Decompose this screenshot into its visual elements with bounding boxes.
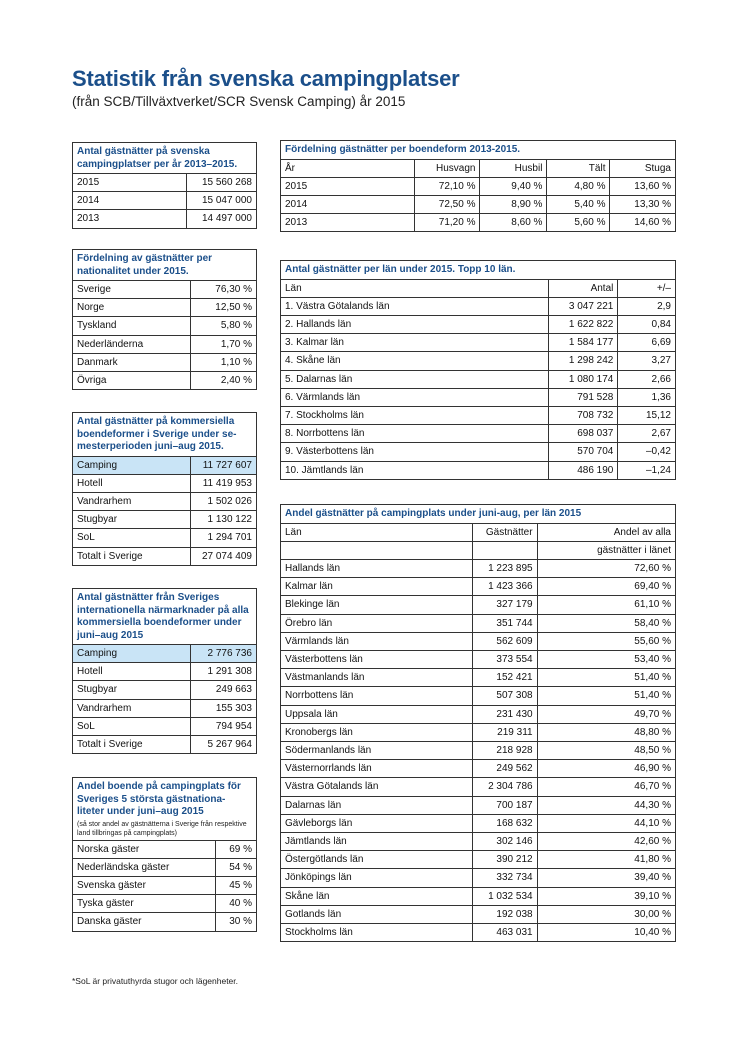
page-subtitle: (från SCB/Tillväxtverket/SCR Svensk Camping) år 2015 — [72, 94, 406, 109]
table-row — [281, 596, 675, 614]
table-cell — [472, 541, 537, 559]
table-cell: 6. Värmlands län — [281, 388, 549, 406]
table-cell: 39,40 % — [537, 869, 675, 887]
table-cell: 2013 — [281, 214, 415, 232]
table-cell: 48,80 % — [537, 723, 675, 741]
table-row — [73, 372, 256, 390]
table-cell: 10. Jämtlands län — [281, 461, 549, 479]
table-cell: 1. Västra Götalands län — [281, 297, 549, 315]
table-cell: 218 928 — [472, 741, 537, 759]
international-markets-table — [72, 588, 257, 754]
table-cell: 351 744 — [472, 614, 537, 632]
table-cell: Totalt i Sverige — [73, 736, 190, 754]
table-cell: Hotell — [73, 663, 190, 681]
table-cell: 69,40 % — [537, 578, 675, 596]
table-cell: Blekinge län — [281, 596, 472, 614]
table-cell: 15 047 000 — [186, 192, 256, 210]
table-cell: 48,50 % — [537, 741, 675, 759]
table-cell: Västra Götalands län — [281, 778, 472, 796]
table-cell: 463 031 — [472, 923, 537, 941]
table-cell: 8. Norrbottens län — [281, 425, 549, 443]
table-cell: 1 223 895 — [472, 559, 537, 577]
table-cell: Gästnätter — [472, 523, 537, 541]
table-cell: Värmlands län — [281, 632, 472, 650]
footnote: *SoL är privatuthyrda stugor och lägenheter. — [72, 976, 239, 986]
table-row — [281, 315, 675, 333]
table-cell: Stugbyar — [73, 681, 190, 699]
camping-share-nationality-table — [72, 777, 257, 932]
table-cell: 1 032 534 — [472, 887, 537, 905]
table-cell: 5,40 % — [547, 195, 610, 213]
table-cell: 332 734 — [472, 869, 537, 887]
table-row — [281, 832, 675, 850]
table-row — [281, 195, 675, 213]
table-cell: 45 % — [216, 876, 256, 894]
table-cell: 698 037 — [549, 425, 618, 443]
table-row — [281, 723, 675, 741]
table-cell: 3 047 221 — [549, 297, 618, 315]
table-cell: 327 179 — [472, 596, 537, 614]
table-row — [281, 352, 675, 370]
table-cell: 562 609 — [472, 632, 537, 650]
lodging-form-table — [280, 140, 676, 232]
table-cell: 302 146 — [472, 832, 537, 850]
table-cell: Nederländska gäster — [73, 858, 216, 876]
table-cell: 700 187 — [472, 796, 537, 814]
table-row — [73, 474, 256, 492]
table-cell: 1 423 366 — [472, 578, 537, 596]
table-row — [73, 353, 256, 371]
table-heading: Antal gästnätter på kommersiella boendeformer i Sverige under se- mesterperioden juni–aug 2015. — [77, 416, 237, 452]
table-cell: Västernorrlands län — [281, 760, 472, 778]
table-cell: Hallands län — [281, 559, 472, 577]
table-row — [281, 650, 675, 668]
table-cell: 0,84 — [618, 315, 675, 333]
table-row — [73, 840, 256, 858]
table-cell: Dalarnas län — [281, 796, 472, 814]
table-cell: Vandrarhem — [73, 699, 190, 717]
table-cell: Danska gäster — [73, 913, 216, 931]
table-cell: 46,90 % — [537, 760, 675, 778]
table-cell: Totalt i Sverige — [73, 547, 190, 565]
table-cell: 2,66 — [618, 370, 675, 388]
table-row — [73, 492, 256, 510]
table-cell: 570 704 — [549, 443, 618, 461]
table-cell: 4,80 % — [547, 177, 610, 195]
table-row — [281, 669, 675, 687]
table-cell: 4. Skåne län — [281, 352, 549, 370]
table-cell: 231 430 — [472, 705, 537, 723]
table-cell: 61,10 % — [537, 596, 675, 614]
table-cell: Antal — [549, 279, 618, 297]
table-cell: 72,10 % — [415, 177, 480, 195]
table-heading: Andel gästnätter på campingplats under juni-aug, per län 2015 — [285, 508, 582, 519]
top10-counties-table — [280, 260, 676, 480]
table-cell: 41,80 % — [537, 851, 675, 869]
table-cell: Nederländerna — [73, 335, 190, 353]
table-cell: 1,10 % — [190, 353, 256, 371]
table-cell: Västerbottens län — [281, 650, 472, 668]
table-cell: 49,70 % — [537, 705, 675, 723]
table-cell: Stockholms län — [281, 923, 472, 941]
table-cell: 15,12 — [618, 406, 675, 424]
table-row — [73, 456, 256, 474]
table-cell: Andel av alla — [537, 523, 675, 541]
table-cell: 8,60 % — [480, 214, 547, 232]
table-cell: 39,10 % — [537, 887, 675, 905]
table-row — [281, 887, 675, 905]
camping-share-county-table — [280, 504, 676, 942]
table-cell: Län — [281, 279, 549, 297]
table-cell: Uppsala län — [281, 705, 472, 723]
table-cell: 794 954 — [190, 717, 256, 735]
table-cell: gästnätter i länet — [537, 541, 675, 559]
table-cell: 5. Dalarnas län — [281, 370, 549, 388]
table-cell: 1 584 177 — [549, 334, 618, 352]
table-cell: 55,60 % — [537, 632, 675, 650]
table-row — [281, 796, 675, 814]
table-row — [281, 578, 675, 596]
table-cell: 2013 — [73, 210, 186, 228]
table-cell: 507 308 — [472, 687, 537, 705]
table-cell: 27 074 409 — [190, 547, 256, 565]
table-row — [281, 334, 675, 352]
table-cell: SoL — [73, 529, 190, 547]
table-row — [73, 335, 256, 353]
commercial-lodging-table — [72, 412, 257, 566]
table-cell: 72,60 % — [537, 559, 675, 577]
table-cell: 42,60 % — [537, 832, 675, 850]
table-row — [281, 388, 675, 406]
table-cell: 40 % — [216, 895, 256, 913]
table-row — [73, 547, 256, 565]
table-row — [73, 192, 256, 210]
table-cell: 2 776 736 — [190, 645, 256, 663]
table-cell: Skåne län — [281, 887, 472, 905]
table-heading: Fördelning av gästnätter per nationalitet under 2015. — [77, 253, 213, 277]
table-cell: 44,10 % — [537, 814, 675, 832]
table-cell: 1 294 701 — [190, 529, 256, 547]
table-cell: Tyska gäster — [73, 895, 216, 913]
table-cell: Husvagn — [415, 159, 480, 177]
table-cell: 2 304 786 — [472, 778, 537, 796]
table-cell: 1,70 % — [190, 335, 256, 353]
table-row — [281, 632, 675, 650]
table-header-row — [281, 541, 675, 559]
table-row — [73, 281, 256, 299]
table-cell: Örebro län — [281, 614, 472, 632]
table-row — [73, 717, 256, 735]
table-cell: 44,30 % — [537, 796, 675, 814]
table-cell: 249 663 — [190, 681, 256, 699]
table-cell: 10,40 % — [537, 923, 675, 941]
table-cell: 8,90 % — [480, 195, 547, 213]
table-row — [281, 177, 675, 195]
table-row — [73, 876, 256, 894]
table-cell: 1 291 308 — [190, 663, 256, 681]
table-cell: 6,69 — [618, 334, 675, 352]
table-row — [281, 923, 675, 941]
table-cell: 2,67 — [618, 425, 675, 443]
table-cell: 46,70 % — [537, 778, 675, 796]
table-cell: Kalmar län — [281, 578, 472, 596]
table-row — [73, 299, 256, 317]
table-cell: Hotell — [73, 474, 190, 492]
table-row — [73, 913, 256, 931]
table-cell: Län — [281, 523, 472, 541]
table-row — [281, 406, 675, 424]
table-cell: 54 % — [216, 858, 256, 876]
table-cell: 2014 — [73, 192, 186, 210]
table-cell: Övriga — [73, 372, 190, 390]
table-cell: 5 267 964 — [190, 736, 256, 754]
table-cell: 1 298 242 — [549, 352, 618, 370]
table-cell — [281, 541, 472, 559]
table-cell: 192 038 — [472, 905, 537, 923]
table-cell: 9,40 % — [480, 177, 547, 195]
nights-per-year-table — [72, 142, 257, 229]
table-cell: 486 190 — [549, 461, 618, 479]
table-cell: 2015 — [73, 174, 186, 192]
table-cell: 76,30 % — [190, 281, 256, 299]
table-row — [281, 741, 675, 759]
table-cell: 7. Stockholms län — [281, 406, 549, 424]
table-cell: 3. Kalmar län — [281, 334, 549, 352]
table-cell: Norrbottens län — [281, 687, 472, 705]
table-cell: 69 % — [216, 840, 256, 858]
table-row — [281, 905, 675, 923]
table-row — [281, 687, 675, 705]
table-row — [281, 814, 675, 832]
table-row — [73, 511, 256, 529]
table-cell: Husbil — [480, 159, 547, 177]
table-cell: SoL — [73, 717, 190, 735]
table-cell: 1 502 026 — [190, 492, 256, 510]
table-cell: Jönköpings län — [281, 869, 472, 887]
table-cell: 1 130 122 — [190, 511, 256, 529]
page-title: Statistik från svenska campingplatser — [72, 66, 460, 91]
table-cell: 2015 — [281, 177, 415, 195]
table-cell: Södermanlands län — [281, 741, 472, 759]
table-cell: 9. Västerbottens län — [281, 443, 549, 461]
table-cell: Stugbyar — [73, 511, 190, 529]
table-header-row — [281, 159, 675, 177]
table-cell: 71,20 % — [415, 214, 480, 232]
table-subnote: (så stor andel av gästnätterna i Sverige från respektive land tillbringas på campingplats) — [77, 820, 247, 837]
table-cell: 1 622 822 — [549, 315, 618, 333]
table-cell: 249 562 — [472, 760, 537, 778]
table-cell: Stuga — [610, 159, 675, 177]
table-row — [73, 645, 256, 663]
table-cell: 5,60 % — [547, 214, 610, 232]
table-heading: Antal gästnätter per län under 2015. Topp 10 län. — [285, 264, 516, 275]
table-cell: Vandrarhem — [73, 492, 190, 510]
table-cell: Gotlands län — [281, 905, 472, 923]
table-cell: 219 311 — [472, 723, 537, 741]
table-cell: 58,40 % — [537, 614, 675, 632]
table-cell: 30,00 % — [537, 905, 675, 923]
table-row — [73, 858, 256, 876]
table-cell: År — [281, 159, 415, 177]
table-cell: 1 080 174 — [549, 370, 618, 388]
table-cell: 3,27 — [618, 352, 675, 370]
table-cell: Kronobergs län — [281, 723, 472, 741]
table-cell: –1,24 — [618, 461, 675, 479]
table-cell: Sverige — [73, 281, 190, 299]
table-heading: Antal gästnätter på svenska campingplatser per år 2013–2015. — [77, 146, 238, 170]
table-cell: 708 732 — [549, 406, 618, 424]
table-heading: Antal gästnätter från Sveriges internationella närmarknader på alla kommersiella boendeformer under juni–aug 2015 — [77, 592, 249, 641]
table-cell: Svenska gäster — [73, 876, 216, 894]
table-row — [73, 210, 256, 228]
table-row — [281, 851, 675, 869]
table-row — [281, 461, 675, 479]
table-row — [281, 370, 675, 388]
table-cell: 51,40 % — [537, 687, 675, 705]
table-row — [73, 699, 256, 717]
table-row — [281, 297, 675, 315]
table-row — [73, 736, 256, 754]
table-cell: 390 212 — [472, 851, 537, 869]
table-header-row — [281, 279, 675, 297]
table-cell: 791 528 — [549, 388, 618, 406]
table-row — [73, 529, 256, 547]
table-cell: 30 % — [216, 913, 256, 931]
table-cell: Camping — [73, 456, 190, 474]
table-row — [281, 559, 675, 577]
table-row — [281, 760, 675, 778]
table-cell: Tält — [547, 159, 610, 177]
table-row — [281, 443, 675, 461]
table-heading: Andel boende på campingplats för Sveriges 5 största gästnationa- liteter under juni–aug 2015 (så stor andel av gästnätterna i Sverige från respektive land tillbringas på campingplats) — [73, 778, 256, 840]
table-cell: Norska gäster — [73, 840, 216, 858]
table-row — [73, 317, 256, 335]
table-row — [73, 681, 256, 699]
table-cell: Jämtlands län — [281, 832, 472, 850]
table-cell: 15 560 268 — [186, 174, 256, 192]
table-row — [73, 663, 256, 681]
table-cell: Gävleborgs län — [281, 814, 472, 832]
table-cell: Camping — [73, 645, 190, 663]
table-cell: 51,40 % — [537, 669, 675, 687]
table-cell: Danmark — [73, 353, 190, 371]
table-cell: 373 554 — [472, 650, 537, 668]
table-cell: 11 727 607 — [190, 456, 256, 474]
nationality-table — [72, 249, 257, 390]
table-cell: 11 419 953 — [190, 474, 256, 492]
table-row — [281, 778, 675, 796]
table-cell: Norge — [73, 299, 190, 317]
table-cell: 155 303 — [190, 699, 256, 717]
table-cell: Västmanlands län — [281, 669, 472, 687]
table-cell: 53,40 % — [537, 650, 675, 668]
table-row — [73, 174, 256, 192]
table-row — [281, 614, 675, 632]
table-cell: 1,36 — [618, 388, 675, 406]
table-cell: 5,80 % — [190, 317, 256, 335]
table-cell: 2. Hallands län — [281, 315, 549, 333]
table-cell: 72,50 % — [415, 195, 480, 213]
table-header-row — [281, 523, 675, 541]
table-cell: 152 421 — [472, 669, 537, 687]
table-row — [281, 214, 675, 232]
table-cell: 14,60 % — [610, 214, 675, 232]
table-cell: 2,40 % — [190, 372, 256, 390]
table-cell: 2014 — [281, 195, 415, 213]
table-heading: Fördelning gästnätter per boendeform 2013-2015. — [285, 144, 521, 155]
table-row — [73, 895, 256, 913]
table-cell: 13,30 % — [610, 195, 675, 213]
table-cell: +/– — [618, 279, 675, 297]
table-row — [281, 869, 675, 887]
table-row — [281, 425, 675, 443]
table-row — [281, 705, 675, 723]
table-cell: Tyskland — [73, 317, 190, 335]
table-cell: 13,60 % — [610, 177, 675, 195]
table-cell: Östergötlands län — [281, 851, 472, 869]
table-cell: 168 632 — [472, 814, 537, 832]
table-cell: 14 497 000 — [186, 210, 256, 228]
table-cell: –0,42 — [618, 443, 675, 461]
table-cell: 2,9 — [618, 297, 675, 315]
table-cell: 12,50 % — [190, 299, 256, 317]
